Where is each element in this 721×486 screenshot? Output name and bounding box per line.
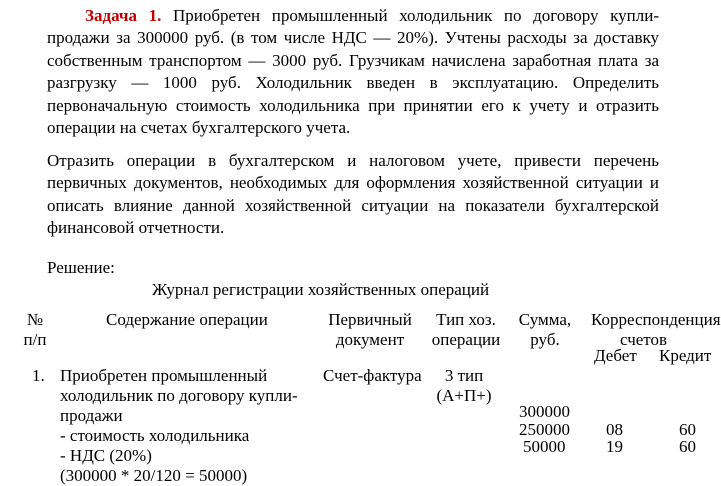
row1-credit-vat: 60 bbox=[679, 437, 696, 456]
row1-content-line: - стоимость холодильника bbox=[60, 426, 250, 445]
header-corr bbox=[591, 310, 721, 350]
header-type bbox=[430, 310, 502, 350]
row1-type-line: 3 тип bbox=[444, 366, 484, 385]
row1-sum-vat: 50000 bbox=[523, 437, 566, 456]
header-type-line1: Тип хоз. bbox=[436, 310, 496, 329]
row1-type bbox=[428, 366, 500, 406]
row1-content-line: (300000 * 20/120 = 50000) bbox=[60, 466, 248, 485]
row1-credit-cost: 60 bbox=[679, 420, 696, 439]
header-doc-line2: документ bbox=[335, 330, 405, 349]
header-doc bbox=[325, 310, 415, 350]
header-num-line1: № bbox=[26, 310, 44, 329]
row1-content-line: - НДС (20%) bbox=[60, 446, 152, 465]
header-num bbox=[23, 310, 47, 350]
row1-num: 1. bbox=[32, 366, 45, 385]
row1-content-line: холодильник по договору купли- bbox=[60, 386, 298, 405]
row1-content-line: Приобретен промышленный bbox=[60, 366, 268, 385]
header-doc-line1: Первичный bbox=[328, 310, 412, 329]
row1-debit-vat: 19 bbox=[606, 437, 623, 456]
row1-doc: Счет-фактура bbox=[323, 366, 422, 385]
instruction-paragraph: Отразить операции в бухгалтерском и налоговом учете, привести перечень первичных документов, необходимых для оформления хозяйственной ситуации и описать влияние данной хозяйственной ситуации на показатели бухгалтерской финансовой отчетности. bbox=[47, 151, 659, 238]
row1-sum-total: 300000 bbox=[519, 402, 570, 421]
task-label: Задача 1. bbox=[85, 6, 162, 25]
header-sum-line2: руб. bbox=[530, 330, 560, 349]
row1-type-line: (А+П+) bbox=[436, 386, 492, 405]
header-corr-line2: счетов bbox=[620, 330, 668, 349]
header-corr-line1: Корреспонденция bbox=[591, 310, 721, 329]
header-content: Содержание операции bbox=[106, 310, 268, 329]
row1-content bbox=[60, 366, 298, 486]
header-credit: Кредит bbox=[659, 346, 712, 365]
header-type-line2: операции bbox=[431, 330, 501, 349]
solution-label: Решение: bbox=[47, 258, 115, 277]
journal-title: Журнал регистрации хозяйственных операций bbox=[152, 280, 490, 299]
header-sum bbox=[510, 310, 580, 350]
row1-debit-cost: 08 bbox=[606, 420, 623, 439]
header-num-line2: п/п bbox=[23, 330, 47, 349]
header-debit: Дебет bbox=[594, 346, 637, 365]
row1-sum-cost: 250000 bbox=[519, 420, 570, 439]
task-text: Приобретен промышленный холодильник по договору купли-продажи за 300000 руб. (в том числе НДС — 20%). Учтены расходы за доставку собственным транспортом — 3000 руб. Грузчикам начислена заработная плата за разгрузку — 1000 руб. Холодильник введен в эксплуатацию. Определить первоначальную стоимость холодильника при принятии его к учету и отразить операции на счетах бухгалтерского учета. bbox=[47, 6, 659, 138]
task-paragraph bbox=[47, 5, 659, 139]
row1-content-line: продажи bbox=[60, 406, 123, 425]
header-sum-line1: Сумма, bbox=[518, 310, 572, 329]
